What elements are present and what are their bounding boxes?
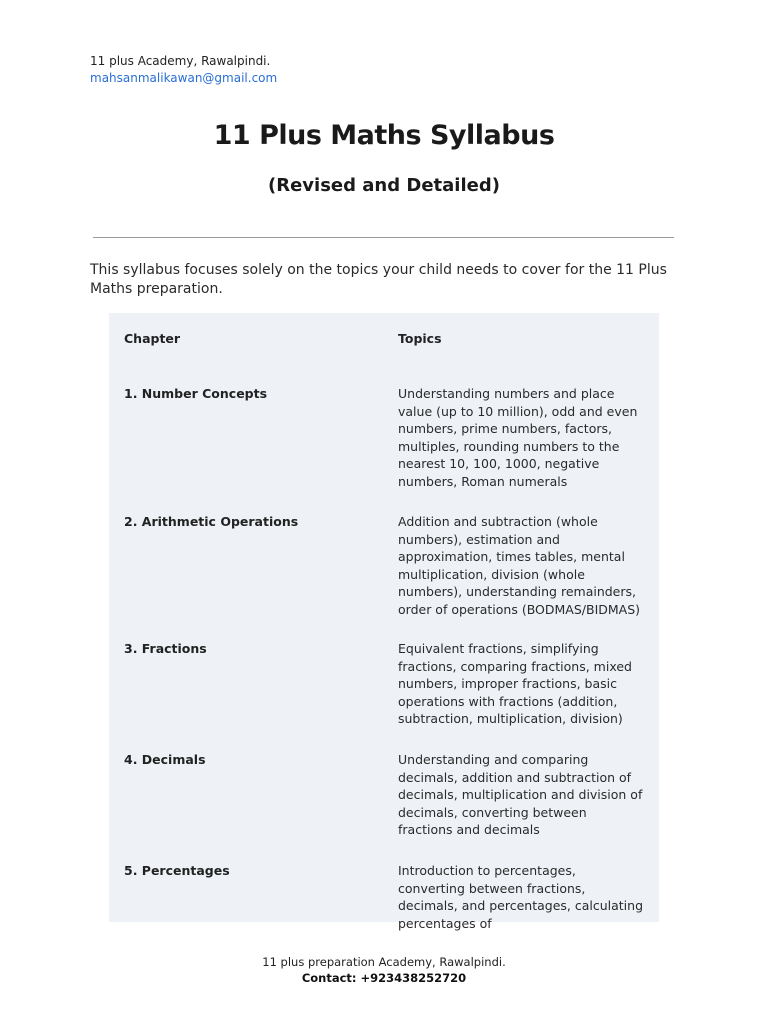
page-title: 11 Plus Maths Syllabus xyxy=(213,120,555,151)
chapter-cell: 1. Number Concepts xyxy=(124,386,268,401)
footer-academy: 11 plus preparation Academy, Rawalpindi. xyxy=(262,955,506,969)
topics-column-header: Topics xyxy=(398,331,442,346)
topics-cell: Addition and subtraction (whole numbers), estimation and approximation, times tables, mental multiplication, division (whole numbers), understanding remainders, order of operations (BODMAS/BIDMAS) xyxy=(398,514,641,617)
org-email-link[interactable]: mahsanmalikawan@gmail.com xyxy=(90,71,278,85)
chapter-column-header: Chapter xyxy=(124,331,181,346)
topics-cell: Introduction to percentages, converting between fractions, decimals, and percentages, calculating percentages of xyxy=(398,863,644,931)
topics-cell: Equivalent fractions, simplifying fractions, comparing fractions, mixed numbers, improper fractions, basic operations with fractions (addition, subtraction, multiplication, division) xyxy=(398,641,632,726)
org-name: 11 plus Academy, Rawalpindi. xyxy=(90,54,271,68)
footer-contact: Contact: +923438252720 xyxy=(301,971,467,985)
topics-cell: Understanding numbers and place value (up to 10 million), odd and even numbers, prime numbers, factors, multiples, rounding numbers to the nearest 10, 100, 1000, negative numbers, Roman numerals xyxy=(398,386,638,489)
intro-text: This syllabus focuses solely on the topics your child needs to cover for the 11 Plus Maths preparation. xyxy=(90,262,667,297)
chapter-cell: 3. Fractions xyxy=(124,641,207,656)
chapter-cell: 2. Arithmetic Operations xyxy=(124,514,299,529)
syllabus-table xyxy=(109,313,659,931)
chapter-cell: 5. Percentages xyxy=(124,863,230,878)
chapter-cell: 4. Decimals xyxy=(124,752,206,767)
page-subtitle: (Revised and Detailed) xyxy=(268,175,500,196)
topics-cell: Understanding and comparing decimals, addition and subtraction of decimals, multiplication and division of decimals, converting between fractions and decimals xyxy=(398,752,643,837)
divider xyxy=(93,237,674,238)
